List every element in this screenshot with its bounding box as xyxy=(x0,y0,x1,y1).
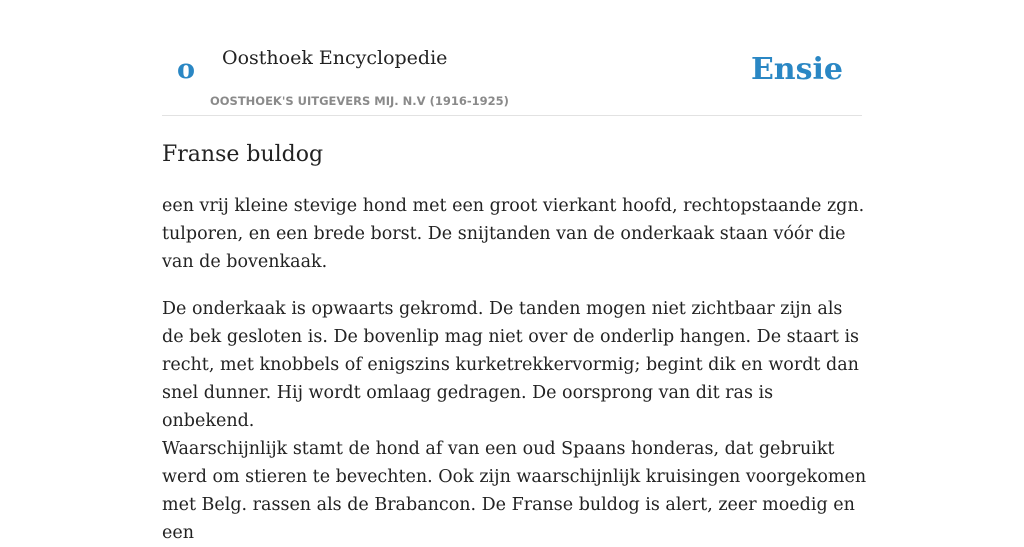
publication-title[interactable]: Oosthoek Encyclopedie xyxy=(222,47,448,69)
ensie-brand-logo[interactable]: Ensie xyxy=(750,52,843,87)
page xyxy=(162,0,867,543)
article-title: Franse buldog xyxy=(162,142,324,167)
article-paragraph: een vrij kleine stevige hond met een groot vierkant hoofd, rechtopstaande zgn. tulporen, en een brede borst. De snijtanden van de onderkaak staan vóór die van de bovenkaak. xyxy=(162,196,865,272)
site-header xyxy=(162,0,862,116)
article-paragraph: Waarschijnlijk stamt de hond af van een oud Spaans honderas, dat gebruikt werd om stieren te bevechten. Ook zijn waarschijnlijk kruisingen voorgekomen met Belg. rassen als de Brabancon. De Franse buldog is alert, zeer moedig en een xyxy=(162,439,867,543)
publication-subtitle: OOSTHOEK'S UITGEVERS MIJ. N.V (1916-1925) xyxy=(210,94,509,108)
article-paragraph: De onderkaak is opwaarts gekromd. De tanden mogen niet zichtbaar zijn als de bek gesloten is. De bovenlip mag niet over de onderlip hangen. De staart is recht, met knobbels of enigszins kurketrekkervormig; begint dik en wordt dan snel dunner. Hij wordt omlaag gedragen. De oorsprong van dit ras is onbekend. xyxy=(162,299,860,431)
publication-logo[interactable]: o xyxy=(177,54,196,85)
